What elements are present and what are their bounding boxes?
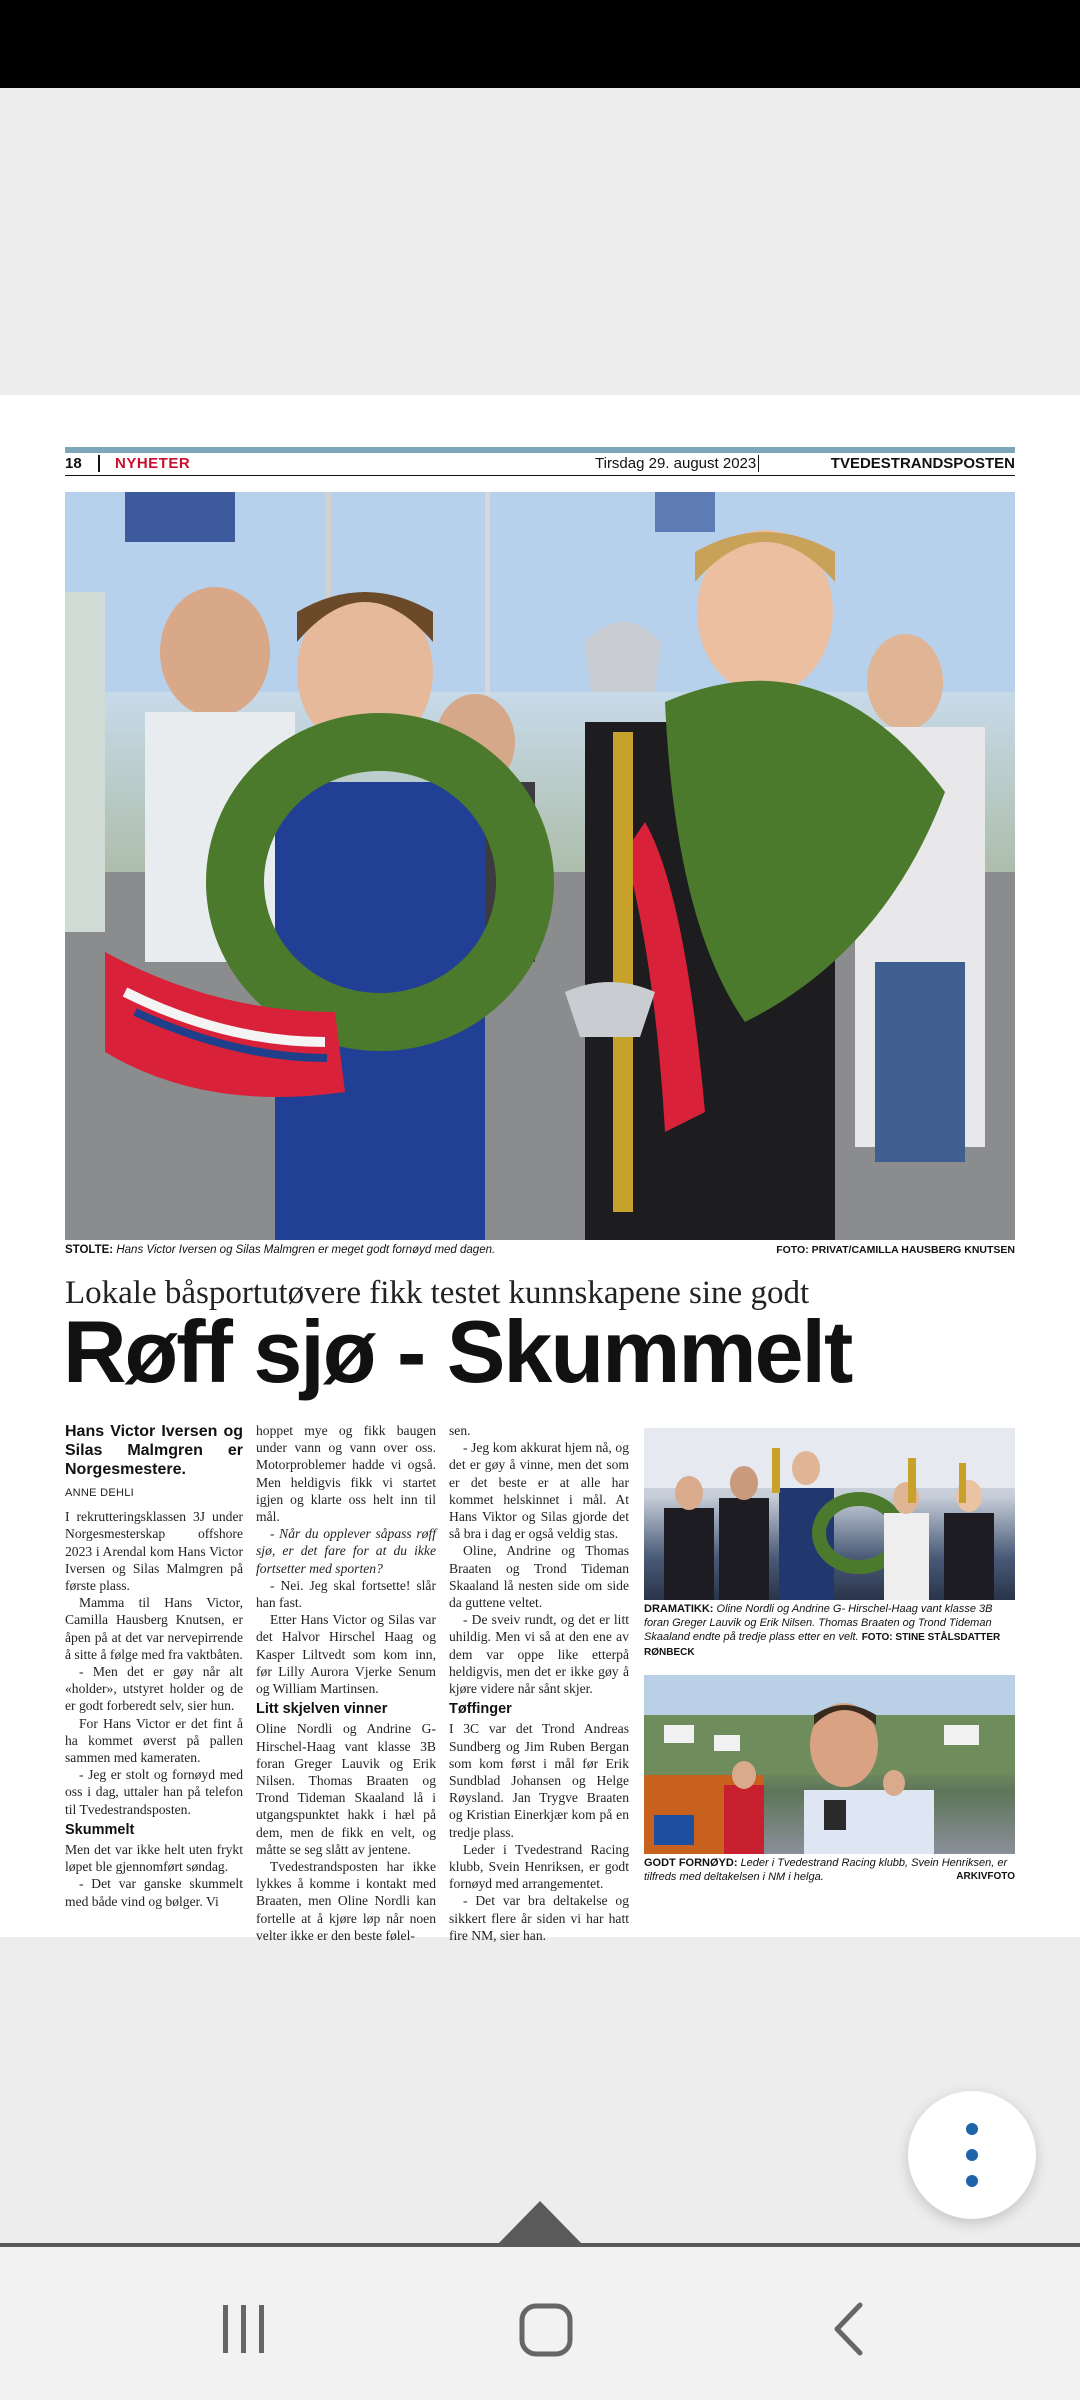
caption-label: GODT FORNØYD: — [644, 1857, 738, 1869]
main-photo-illustration — [65, 492, 1015, 1240]
back-icon — [815, 2295, 885, 2365]
paragraph: Mamma til Hans Victor, Camilla Hausberg Knutsen, er åpen på at det var nervepirrende å sitte å følge med fra vaktbåten. — [65, 1595, 243, 1662]
home-button[interactable] — [511, 2295, 581, 2365]
subheading: Skummelt — [65, 1821, 135, 1838]
main-photo — [65, 492, 1015, 1240]
article-headline: Røff sjø - Skummelt — [63, 1302, 852, 1401]
paragraph: Tvedestrandsposten har ikke lykkes å komme i kontakt med Braaten, men Oline Nordli kan fortelle at å kjøre løp når noen velter ikke er den beste følel- — [256, 1859, 436, 1943]
byline: ANNE DEHLI — [65, 1487, 135, 1499]
paragraph: Men det var ikke helt uten frykt løpet ble gjennomført søndag. — [65, 1842, 243, 1875]
more-options-button[interactable] — [908, 2091, 1036, 2219]
paragraph: Etter Hans Victor og Silas var det Halvor Hirschel Haag og Kasper Liltvedt som kom inn, før Lilly Aurora Vjerke Senum og William Martinsen. — [256, 1612, 436, 1697]
leader-photo-caption — [644, 1856, 1015, 1884]
podium-photo-illustration — [644, 1428, 1015, 1600]
paragraph: For Hans Victor er det fint å ha kommet øverst på pallen sammen med kameraten. — [65, 1715, 243, 1766]
more-vert-icon — [966, 2175, 978, 2187]
paragraph: - Jeg kom akkurat hjem nå, og det er gøy å vinne, men det som er det beste er at alle har kommet helskinnet i mål. At Hans Viktor og Silas gjorde det så bra i dag er også veldig stas. — [449, 1440, 629, 1542]
issue-date: Tirsdag 29. august 2023 — [595, 455, 757, 472]
paragraph: - De sveiv rundt, og det er litt uhildig. Men vi så at den ene av dem var oppe like etterpå heldigvis, men det er ikke gøy å kjøre videre når sånt skjer. — [449, 1612, 629, 1697]
header-divider — [98, 455, 100, 472]
paragraph: hoppet mye og fikk baugen under vann og vann over oss. Motorproblemer hadde vi også. Men heldigvis fikk vi startet igjen og klarte oss helt inn til mål. — [256, 1423, 436, 1525]
paragraph: - Det var ganske skummelt med både vind og bølger. Vi — [65, 1876, 243, 1909]
paragraph: - Nei. Jeg skal fortsette! slår han fast. — [256, 1577, 436, 1611]
podium-photo-caption — [644, 1602, 1015, 1660]
section-label: NYHETER — [115, 455, 191, 472]
caption-label: STOLTE: — [65, 1244, 114, 1256]
article-subheadline: Lokale båsportutøvere fikk testet kunnskapene sine godt — [65, 1275, 810, 1311]
photo-credit: FOTO: PRIVAT/CAMILLA HAUSBERG KNUTSEN — [776, 1244, 1015, 1256]
newspaper-name: TVEDESTRANDSPOSTEN — [830, 455, 1015, 472]
caption-label: DRAMATIKK: — [644, 1603, 714, 1615]
article-column-1 — [65, 1422, 243, 1910]
recents-button[interactable] — [209, 2295, 279, 2365]
caption-text: Leder i Tvedestrand Racing klubb, Svein Henriksen, er tilfreds med deltakelsen i NM i helga. — [644, 1857, 1008, 1883]
paragraph: - Jeg er stolt og fornøyd med oss i dag, uttaler han på telefon til Tvedestrandsposten. — [65, 1767, 243, 1817]
leader-photo — [644, 1675, 1015, 1854]
header-divider — [758, 455, 759, 472]
recent-apps-icon — [209, 2295, 279, 2365]
home-icon — [511, 2295, 581, 2365]
article-kicker: Hans Victor Iversen og Silas Malmgren er Norgesmestere. — [65, 1423, 243, 1478]
page-number: 18 — [65, 455, 82, 472]
leader-photo-illustration — [644, 1675, 1015, 1854]
paragraph: - Men det er gøy når alt «holder», utstyret holder og de er godt forberedt selv, sier hun. — [65, 1664, 243, 1714]
paragraph: Leder i Tvedestrand Racing klubb, Svein Henriksen, er godt fornøyd med arrangementet. — [449, 1841, 629, 1892]
status-bar — [0, 0, 1080, 88]
podium-photo — [644, 1428, 1015, 1600]
article-column-3 — [449, 1422, 629, 1944]
back-button[interactable] — [815, 2295, 885, 2365]
photo-credit: FOTO: STINE STÅLSDATTER RØNBECK — [644, 1632, 1001, 1658]
header-rule — [65, 475, 1015, 476]
paragraph: I rekrutteringsklassen 3J under Norgesmesterskap offshore 2023 i Arendal kom Hans Victor Iversen og Silas Malmgren på første plass. — [65, 1509, 243, 1594]
paragraph: I 3C var det Trond Andreas Sundberg og Jim Ruben Bergan som kom først i mål før Erik Sundblad Johansen og Helge Røysland. Jan Trygve Braaten og Kristian Einerkjær kom på en tredje plass. — [449, 1721, 629, 1840]
page-header — [65, 453, 1015, 475]
paragraph: Oline Nordli og Andrine G- Hirschel-Haag vant klasse 3B foran Greger Lauvik og Erik Nilsen. Thomas Braaten og Trond Tideman Skaaland lå i utgangspunktet hakk i hæl på dem, men de fikk en velt, og måtte se seg slått av jentene. — [256, 1721, 436, 1857]
subheading: Litt skjelven vinner — [256, 1701, 388, 1718]
photo-credit: ARKIVFOTO — [956, 1871, 1015, 1882]
more-vert-icon — [966, 2123, 978, 2135]
caption-text: Hans Victor Iversen og Silas Malmgren er meget godt fornøyd med dagen. — [116, 1244, 496, 1256]
more-vert-icon — [966, 2149, 978, 2161]
article-column-2 — [256, 1422, 436, 1944]
paragraph: - Det var bra deltakelse og sikkert flere år siden vi har hatt fire NM, sier han. — [449, 1893, 629, 1943]
caption-text: Oline Nordli og Andrine G- Hirschel-Haag vant klasse 3B foran Greger Lauvik og Erik Nilsen. Thomas Braaten og Trond Tideman Skaaland endte på tredje plass etter en velt. — [644, 1603, 993, 1643]
paragraph: Oline, Andrine og Thomas Braaten og Trond Tideman Skaaland lå nesten side om side da guttene veltet. — [449, 1543, 629, 1611]
main-photo-caption — [65, 1244, 1015, 1256]
paragraph: sen. — [449, 1423, 471, 1438]
question-paragraph: - Når du opplever såpass røff sjø, er det fare for at du ikke fortsetter med sporten? — [256, 1526, 436, 1576]
subheading: Tøffinger — [449, 1701, 512, 1718]
expand-up-icon[interactable] — [497, 2201, 583, 2245]
